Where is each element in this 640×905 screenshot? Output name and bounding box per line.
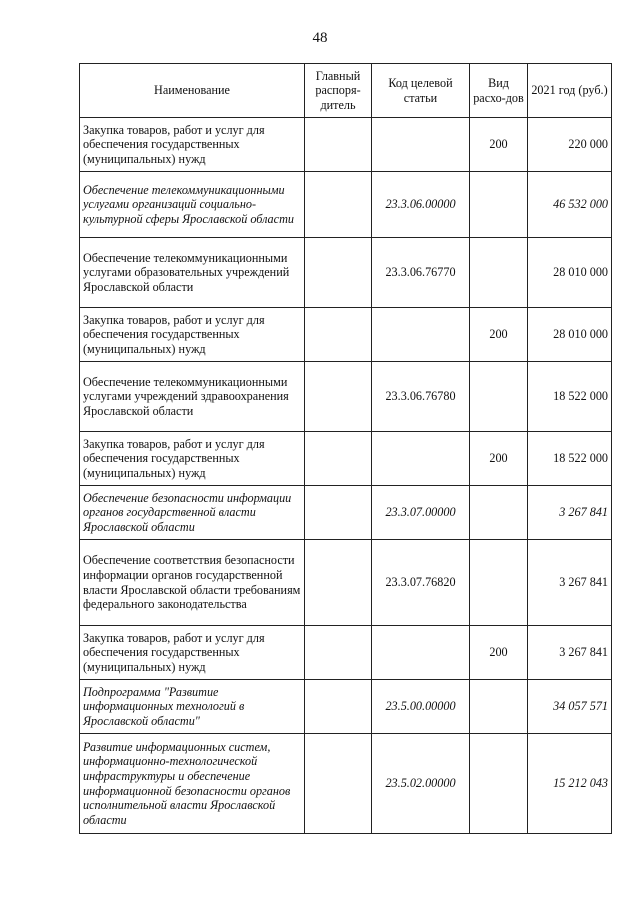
row-manager [305,432,372,486]
row-amount: 28 010 000 [528,238,612,308]
row-code: 23.3.07.76820 [372,540,470,626]
row-code [372,626,470,680]
row-manager [305,238,372,308]
row-amount: 18 522 000 [528,362,612,432]
row-manager [305,540,372,626]
header-expense-type: Вид расхо-дов [470,64,528,118]
row-code: 23.5.02.00000 [372,734,470,834]
row-name: Развитие информационных систем, информационно-технологической инфраструктуры и обеспечение информационной безопасности органов исполнительной власти Ярославской области [80,734,305,834]
row-code [372,308,470,362]
row-type: 200 [470,626,528,680]
table-row [80,486,612,540]
row-type [470,680,528,734]
row-name: Обеспечение телекоммуникационными услугами образовательных учреждений Ярославской области [80,238,305,308]
row-amount: 220 000 [528,118,612,172]
row-amount: 3 267 841 [528,540,612,626]
row-manager [305,626,372,680]
header-target-code: Код целевой статьи [372,64,470,118]
row-manager [305,734,372,834]
row-code [372,432,470,486]
row-amount: 28 010 000 [528,308,612,362]
row-code: 23.3.07.00000 [372,486,470,540]
header-name: Наименование [80,64,305,118]
row-type: 200 [470,118,528,172]
page-number: 48 [312,30,328,46]
row-code: 23.3.06.00000 [372,172,470,238]
table-row [80,118,612,172]
table-row [80,432,612,486]
table-row [80,626,612,680]
row-type [470,486,528,540]
table-row [80,172,612,238]
header-manager: Главный распоря-дитель [305,64,372,118]
row-amount: 3 267 841 [528,486,612,540]
row-name: Обеспечение безопасности информации органов государственной власти Ярославской области [80,486,305,540]
table-row [80,734,612,834]
row-amount: 3 267 841 [528,626,612,680]
row-code [372,118,470,172]
row-type: 200 [470,432,528,486]
row-manager [305,362,372,432]
row-amount: 46 532 000 [528,172,612,238]
row-type [470,238,528,308]
table-row [80,540,612,626]
row-type [470,172,528,238]
table-row [80,680,612,734]
row-type [470,734,528,834]
row-manager [305,308,372,362]
row-code: 23.3.06.76780 [372,362,470,432]
row-name: Закупка товаров, работ и услуг для обеспечения государственных (муниципальных) нужд [80,432,305,486]
row-amount: 34 057 571 [528,680,612,734]
row-name: Обеспечение телекоммуникационными услугами организаций социально-культурной сферы Ярославской области [80,172,305,238]
row-name: Закупка товаров, работ и услуг для обеспечения государственных (муниципальных) нужд [80,118,305,172]
table-header-row [80,64,612,118]
row-manager [305,680,372,734]
row-code: 23.3.06.76770 [372,238,470,308]
row-manager [305,118,372,172]
row-manager [305,172,372,238]
row-type [470,362,528,432]
table-row [80,308,612,362]
row-type: 200 [470,308,528,362]
row-code: 23.5.00.00000 [372,680,470,734]
row-manager [305,486,372,540]
table-row [80,362,612,432]
row-name: Обеспечение телекоммуникационными услугами учреждений здравоохранения Ярославской области [80,362,305,432]
budget-table [79,63,612,834]
table-row [80,238,612,308]
row-type [470,540,528,626]
row-name: Подпрограмма "Развитие информационных технологий в Ярославской области" [80,680,305,734]
row-amount: 18 522 000 [528,432,612,486]
row-name: Закупка товаров, работ и услуг для обеспечения государственных (муниципальных) нужд [80,626,305,680]
header-year-amount: 2021 год (руб.) [528,64,612,118]
row-name: Закупка товаров, работ и услуг для обеспечения государственных (муниципальных) нужд [80,308,305,362]
row-amount: 15 212 043 [528,734,612,834]
row-name: Обеспечение соответствия безопасности информации органов государственной власти Ярославской области требованиям федерального законодательства [80,540,305,626]
